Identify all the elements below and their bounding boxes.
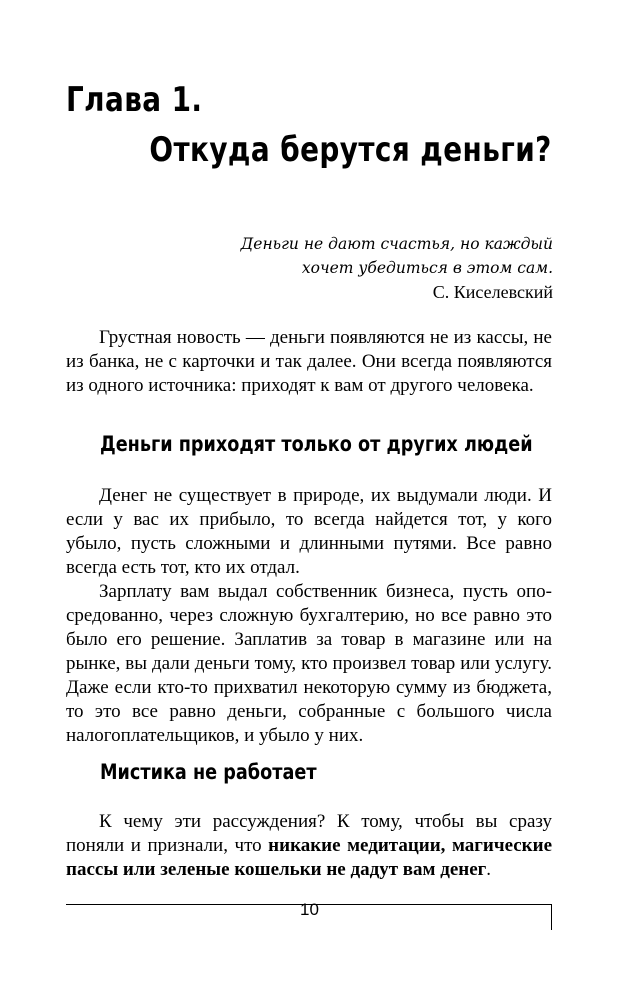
section-body [66, 810, 552, 882]
body-paragraph: Денег не существует в природе, их выдумали люди. И если у вас их прибыло, то всегда найдется тот, у кого убыло, пусть сложными и длинными путями. Все равно всегда есть тот, кто их отдал. [66, 485, 552, 578]
intro-paragraph: Грустная новость — деньги появляются не из кассы, не из банка, не с карточки и так далее. Они всегда появляются из одного источника: приходят к вам от другого человека. [66, 327, 552, 396]
section-body [66, 484, 552, 748]
chapter-title: Откуда берутся деньги? [149, 130, 552, 170]
body-paragraph: Зарплату вам выдал собственник бизнеса, пусть опосредованно, через сложную бухгалтерию, но все равно это было его решение. Заплатив за товар в магазине или на рынке, вы дали деньги тому, кто произвел товар или услугу. Даже если кто-то прихватил некоторую сумму из бюджета, то это все равно деньги, собранные с большого числа налогоплательщиков, и убыло у них. [66, 581, 552, 746]
section-heading: Мистика не работает [100, 760, 317, 784]
body-text-run: К чему эти рассуждения? К тому, чтобы вы сразу поняли и признали, что [66, 811, 552, 856]
page-number: 10 [300, 900, 319, 919]
section-heading: Деньги приходят только от других людей [100, 432, 533, 456]
intro-text [66, 326, 552, 398]
epigraph-author: С. Киселевский [432, 282, 553, 302]
epigraph-line: хочет убедиться в этом сам. [301, 259, 553, 277]
body-paragraph [66, 810, 552, 882]
chapter-number: Глава 1. [66, 80, 203, 120]
epigraph-quote [193, 232, 553, 280]
body-text-run: . [486, 859, 492, 880]
epigraph-line: Деньги не дают счастья, но каждый [240, 235, 553, 253]
bold-text-run: никакие медитации, магические пассы или зеленые кошельки не дадут вам денег [66, 835, 552, 880]
